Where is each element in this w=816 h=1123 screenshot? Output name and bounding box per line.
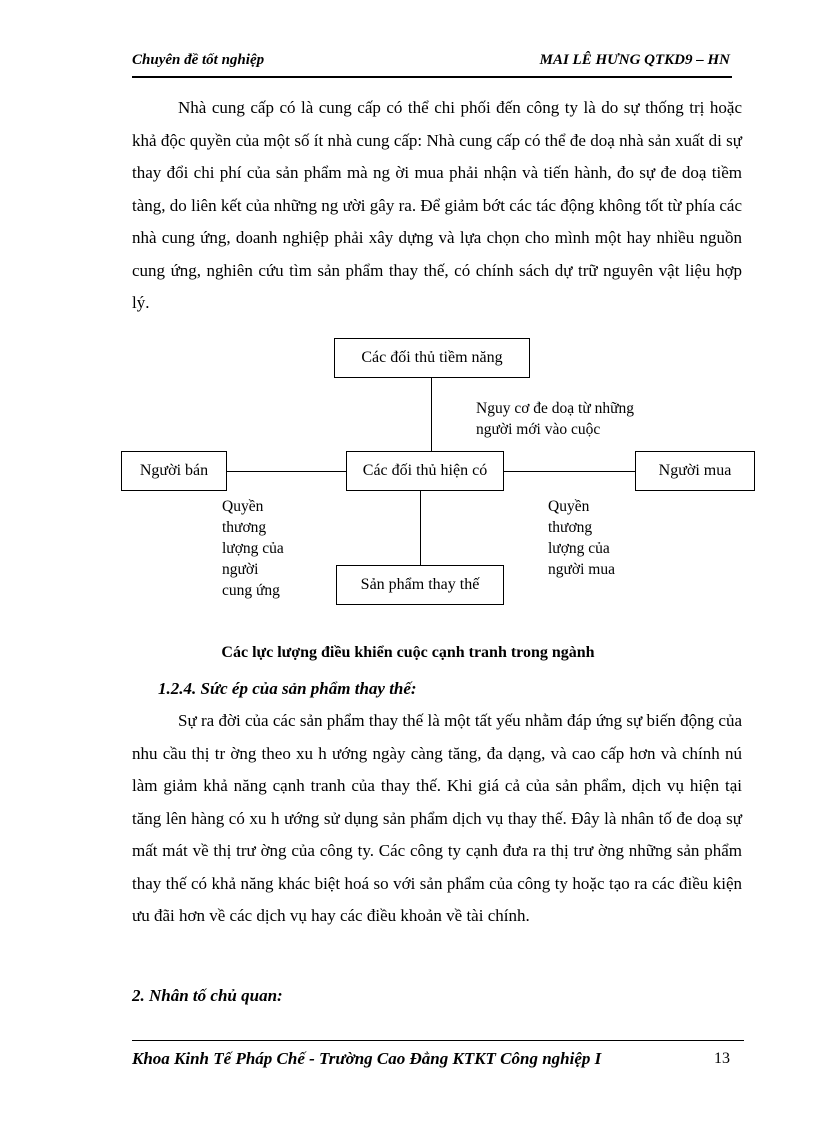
connector-left-center <box>227 471 346 472</box>
section-heading-2: 2. Nhân tố chủ quan: <box>132 986 283 1005</box>
paragraph-suppliers: Nhà cung cấp có là cung cấp có thể chi phối đến công ty là do sự thống trị hoặc khả độc quyền của một số ít nhà cung cấp: Nhà cung cấp có thể đe doạ nhà sản xuất di sự thay đổi chi phí của sản phẩm mà ng ời mua phải nhận và tiến hành, đo sự đe doạ tiềm tàng, do liên kết của những ng ười gây ra. Để giảm bớt các tác động không tốt từ phía các nhà cung ứng, doanh nghiệp phải xây dựng và lựa chọn cho mình một hay nhiều nguồn cung ứng, nghiên cứu tìm sản phẩm thay thế, có chính sách dự trữ nguyên vật liệu hợp lý. <box>132 98 742 312</box>
diagram-caption: Các lực lượng điều khiển cuộc cạnh tranh trong ngành <box>221 644 595 661</box>
box-existing-competitors: Các đối thủ hiện có <box>346 451 504 491</box>
paragraph-substitutes: Sự ra đời của các sản phẩm thay thế là một tất yếu nhằm đáp ứng sự biến động của nhu cầu thị tr ờng theo xu h ướng ngày càng tăng, đa dạng, và cao cấp hơn và chính nú làm giảm khả năng cạnh tranh của thay thế. Khi giá cả của sản phẩm, dịch vụ hiện tại tăng lên hàng có xu h ướng sử dụng sản phẩm dịch vụ thay thế. Đây là nhân tố đe doạ sự mất mát về thị trư ờng của công ty. Các công ty cạnh đưa ra thị trư ờng những sản phẩm thay thế có khả năng khác biệt hoá so với sản phẩm của công ty hoặc tạo ra các điều kiện ưu đãi hơn về các dịch vụ hay các điều khoản về tài chính. <box>132 711 742 925</box>
connector-top-center <box>431 378 432 451</box>
section-heading-1-2-4: 1.2.4. Sức ép của sản phẩm thay thế: <box>158 679 417 698</box>
page-footer <box>132 1040 744 1071</box>
label-new-entrants-threat: Nguy cơ đe doạ từ những người mới vào cuộc <box>476 400 635 438</box>
box-substitutes: Sản phẩm thay thế <box>336 565 504 605</box>
page-number: 13 <box>714 1050 730 1067</box>
label-buyer-bargaining-power: Quyền thương lượng của người mua <box>548 498 615 578</box>
footer-text: Khoa Kinh Tế Pháp Chế - Trường Cao Đẳng KTKT Công nghiệp I <box>132 1049 602 1068</box>
connector-center-right <box>504 471 635 472</box>
label-supplier-bargaining-power: Quyền thương lượng của người cung ứng <box>222 498 284 599</box>
box-buyers: Người mua <box>635 451 755 491</box>
connector-center-bottom <box>420 491 421 565</box>
header-left-title: Chuyên đề tốt nghiệp <box>132 52 265 68</box>
header-right-author: MAI LÊ HƯNG QTKD9 – HN <box>539 52 730 68</box>
box-sellers: Người bán <box>121 451 227 491</box>
box-potential-competitors: Các đối thủ tiềm năng <box>334 338 530 378</box>
page-header <box>132 50 732 78</box>
